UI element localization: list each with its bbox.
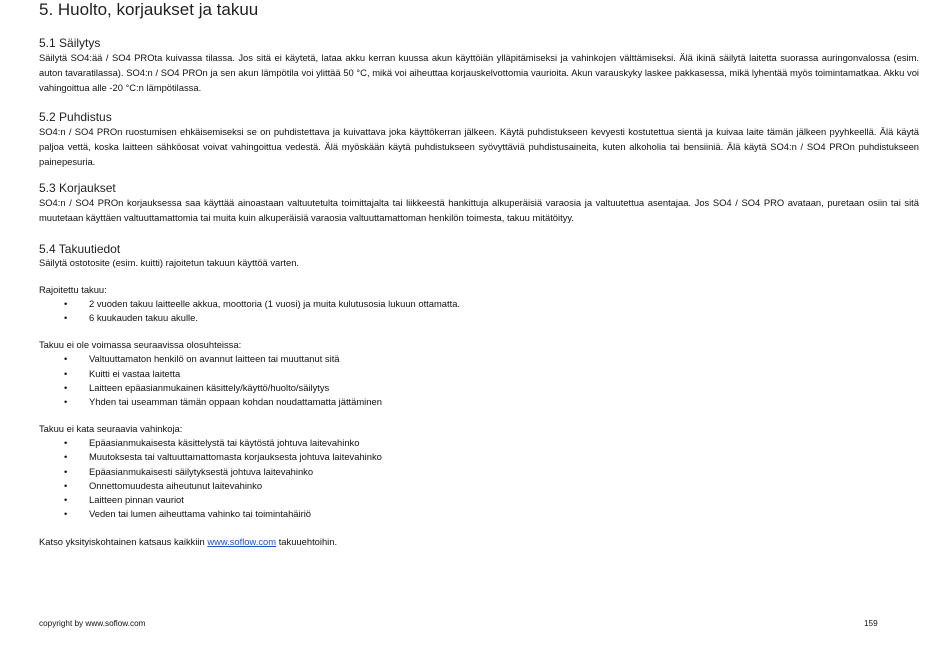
list-item: • Laitteen epäasianmukainen käsittely/käyttö/huolto/säilytys (39, 381, 919, 395)
list-item: • Laitteen pinnan vauriot (39, 493, 919, 507)
bullet-icon: • (64, 494, 68, 506)
list-item: • 2 vuoden takuu laitteelle akkua, moottoria (1 vuosi) ja muita kulutusosia lukuun ottamatta. (39, 297, 919, 311)
list-item: • Veden tai lumen aiheuttama vahinko tai toimintahäiriö (39, 507, 919, 521)
warranty-intro: Säilytä ostotosite (esim. kuitti) rajoitetun takuun käyttöä varten. (39, 257, 300, 268)
page-title: 5. Huolto, korjaukset ja takuu (39, 0, 259, 19)
warranty-exclusions-label: Takuu ei kata seuraavia vahinkoja: (39, 423, 183, 435)
soflow-website-link[interactable]: www.soflow.com (207, 536, 277, 548)
section-text-repairs: SO4:n / SO4 PROn korjauksessa saa käyttää ainoastaan valtuutetulta toimittajalta tai liikkeestä hankittuja alkuperäisiä varaosia ja valtuutettua asentajaa. Jos SO4 / SO4 PRO avataan, puretaan osiin tai sitä muutetaan käyttäen valtuuttamattomia tai muita kuin alkuperäisiä varaosia valtuuttamattoman henkilön toimesta, takuu mitätöityy. (39, 197, 919, 223)
warranty-closing: Katso yksityiskohtainen katsaus kaikkiin www.soflow.com takuuehtoihin. (39, 536, 338, 548)
limited-warranty-list (39, 297, 919, 325)
bullet-icon: • (64, 508, 68, 520)
bullet-icon: • (64, 312, 68, 324)
bullet-icon: • (64, 437, 68, 449)
section-heading-warranty: 5.4 Takuutiedot (39, 242, 121, 256)
section-warranty (39, 242, 919, 549)
bullet-icon: • (64, 298, 68, 309)
bullet-icon: • (64, 451, 68, 463)
list-item: • 6 kuukauden takuu akulle. (39, 311, 919, 325)
list-item: • Kuitti ei vastaa laitetta (39, 367, 919, 381)
section-repairs (39, 181, 919, 225)
list-item: • Muutoksesta tai valtuuttamattomasta korjauksesta johtuva laitevahinko (39, 450, 919, 464)
section-storage (39, 36, 919, 95)
warranty-exclusions-list (39, 436, 919, 521)
bullet-icon: • (64, 479, 68, 491)
warranty-void-list (39, 352, 919, 409)
section-text-cleaning: SO4:n / SO4 PROn ruostumisen ehkäisemiseksi se on puhdistettava ja kuivattava joka käyttökerran jälkeen. Käytä puhdistukseen kevyesti kostutettua sientä ja kuivaa laite tämän jälkeen pyyhkeellä. Älä käytä paljoa vettä, koska laitteen sähköosat voivat vahingoittua vedestä. Älä myöskään käytä puhdistukseen syövyttäviä puhdistusaineita, kuten alkoholia tai bensiiniä. Älä käytä SO4:n / SO4 PROn puhdistukseen painepesuria. (39, 126, 919, 167)
section-heading-storage: 5.1 Säilytys (39, 36, 101, 50)
bullet-icon: • (64, 396, 68, 408)
list-item: • Yhden tai useamman tämän oppaan kohdan noudattamatta jättäminen (39, 395, 919, 409)
section-heading-repairs: 5.3 Korjaukset (39, 181, 116, 195)
bullet-icon: • (64, 367, 68, 379)
list-item: • Onnettomuudesta aiheutunut laitevahinko (39, 479, 919, 493)
list-item: • Epäasianmukaisesti säilytyksestä johtuva laitevahinko (39, 465, 919, 479)
page-number: 159 (864, 619, 878, 628)
bullet-icon: • (64, 381, 68, 393)
bullet-icon: • (64, 465, 68, 477)
section-cleaning (39, 110, 919, 169)
list-item: • Epäasianmukaisesta käsittelystä tai käytöstä johtuva laitevahinko (39, 436, 919, 450)
section-text-storage: Säilytä SO4:ää / SO4 PROta kuivassa tilassa. Jos sitä ei käytetä, lataa akku kerran kuussa akun käyttöiän ylläpitämiseksi ja vahinkojen välttämiseksi. Älä ikinä säilytä laitetta suorassa auringonvalossa (esim. auton tavaratilassa). SO4:n / SO4 PROn ja sen akun lämpötila voi ylittää 50 °C, mikä voi aiheuttaa korjauskelvottomia vaurioita. Akun varauskyky laskee pakkasessa, mikä lyhentää myös toimintamatkaa. Akku voi vahingoittua alle -20 °C:n lämpötilassa. (39, 52, 919, 93)
bullet-icon: • (64, 353, 68, 365)
section-heading-cleaning: 5.2 Puhdistus (39, 110, 112, 124)
list-item: • Valtuuttamaton henkilö on avannut laitteen tai muuttanut sitä (39, 352, 919, 366)
limited-warranty-label: Rajoitettu takuu: (39, 284, 107, 295)
footer-copyright: copyright by www.soflow.com (39, 619, 146, 628)
warranty-void-label: Takuu ei ole voimassa seuraavissa olosuhteissa: (39, 339, 242, 351)
